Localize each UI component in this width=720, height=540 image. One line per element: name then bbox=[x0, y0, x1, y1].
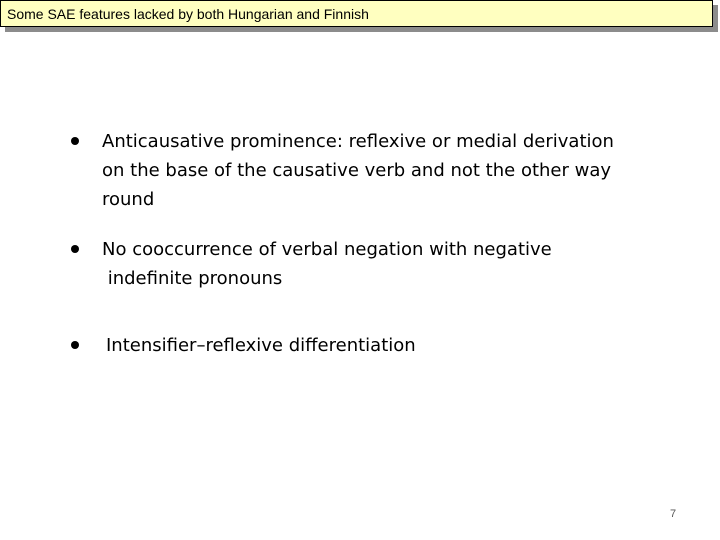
bullet-item-text bbox=[102, 127, 614, 214]
bullet-item-line: Intensifier–reflexive differentiation bbox=[106, 335, 416, 356]
slide-title: Some SAE features lacked by both Hungarian and Finnish bbox=[7, 6, 369, 22]
bullet-point-icon bbox=[71, 245, 79, 253]
bullet-item-line: No cooccurrence of verbal negation with negative bbox=[102, 239, 552, 260]
bullet-item-line: on the base of the causative verb and not the other way bbox=[102, 160, 612, 181]
bullet-point-icon bbox=[71, 137, 79, 145]
bullet-point-icon bbox=[71, 341, 79, 349]
bullet-item-text bbox=[106, 331, 416, 360]
bullet-item-text bbox=[102, 235, 552, 293]
bullet-item-line: indefinite pronouns bbox=[102, 268, 283, 289]
bullet-item-line: Anticausative prominence: reflexive or medial derivation bbox=[102, 131, 614, 152]
page-number: 7 bbox=[670, 508, 677, 520]
bullet-item-line: round bbox=[102, 189, 155, 210]
